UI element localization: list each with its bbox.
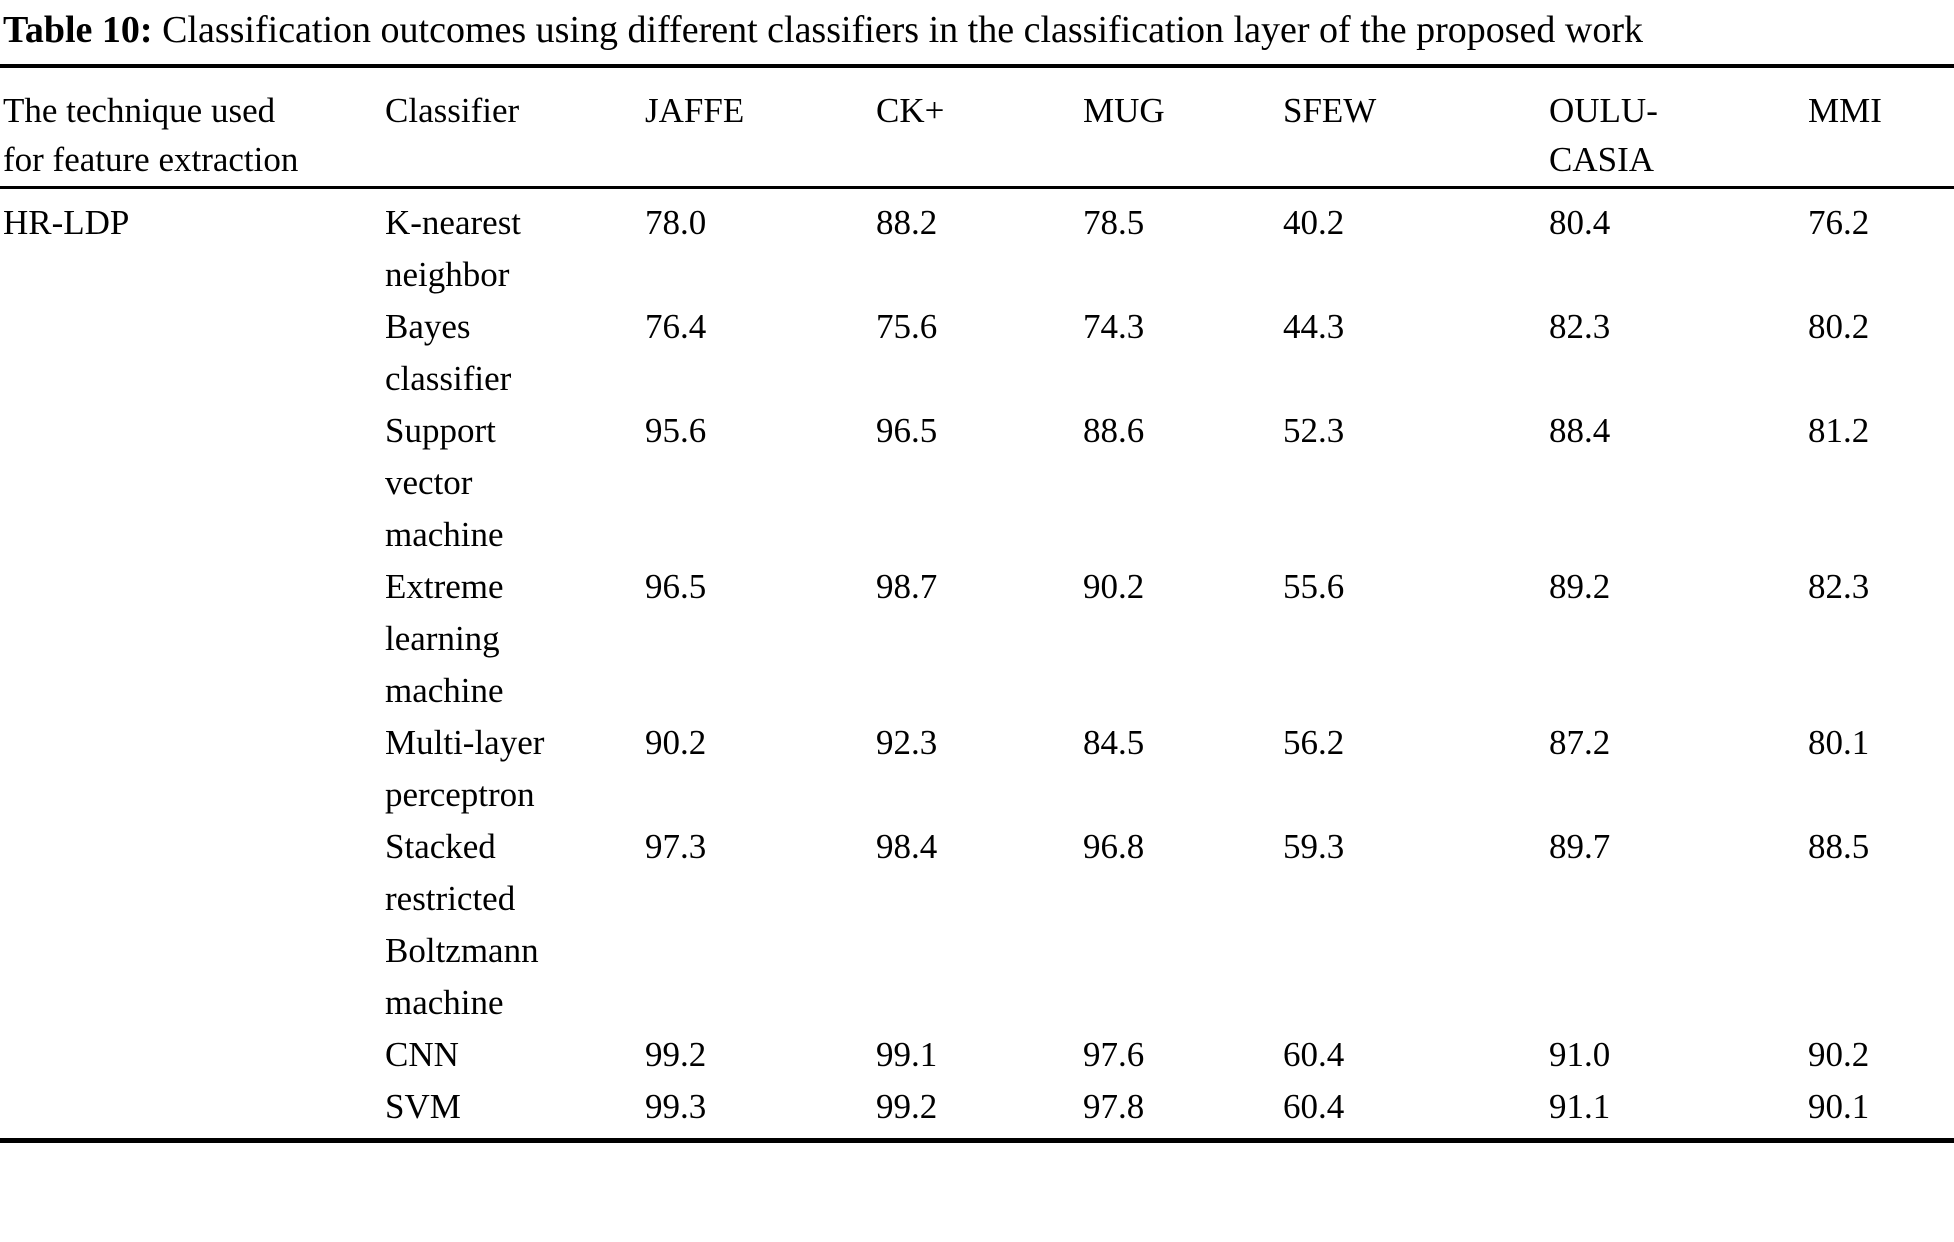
table-row [0, 821, 1954, 1029]
value-cell-mmi: 90.1 [1808, 1087, 1870, 1126]
value-cell-sfew: 56.2 [1283, 723, 1345, 762]
value-cell-mug: 90.2 [1083, 567, 1145, 606]
classifier-cell: SVM [385, 1087, 461, 1126]
table-header [0, 66, 1954, 188]
value-cell-sfew: 44.3 [1283, 307, 1345, 346]
value-cell-oulu-casia: 89.7 [1549, 827, 1611, 866]
classifier-cell: Stacked restricted Boltzmann machine [385, 827, 539, 1022]
value-cell-jaffe: 95.6 [645, 411, 707, 450]
value-cell-mug: 88.6 [1083, 411, 1145, 450]
value-cell-ck-plus: 99.1 [876, 1035, 938, 1074]
value-cell-oulu-casia: 87.2 [1549, 723, 1611, 762]
technique-cell [0, 717, 385, 821]
technique-cell [0, 821, 385, 1029]
value-cell-jaffe: 78.0 [645, 203, 707, 242]
value-cell-oulu-casia: 91.1 [1549, 1087, 1611, 1126]
value-cell-mug: 78.5 [1083, 203, 1145, 242]
technique-cell: HR-LDP [3, 203, 130, 242]
technique-cell [0, 1081, 385, 1141]
table-row [0, 717, 1954, 821]
value-cell-ck-plus: 98.4 [876, 827, 938, 866]
technique-cell [0, 301, 385, 405]
classifier-cell: Multi-layer perceptron [385, 723, 545, 814]
value-cell-mug: 84.5 [1083, 723, 1145, 762]
value-cell-mug: 96.8 [1083, 827, 1145, 866]
value-cell-jaffe: 99.2 [645, 1035, 707, 1074]
col-header-classifier: Classifier [385, 66, 645, 188]
technique-cell [0, 1029, 385, 1081]
header-row [0, 66, 1954, 188]
value-cell-ck-plus: 75.6 [876, 307, 938, 346]
value-cell-mmi: 80.1 [1808, 723, 1870, 762]
value-cell-mmi: 90.2 [1808, 1035, 1870, 1074]
col-header-mmi: MMI [1808, 66, 1954, 188]
value-cell-oulu-casia: 82.3 [1549, 307, 1611, 346]
col-header-oulu-casia: OULU-CASIA [1549, 66, 1808, 188]
value-cell-ck-plus: 88.2 [876, 203, 938, 242]
classifier-cell: Support vector machine [385, 411, 504, 554]
table-caption-text: Classification outcomes using different classifiers in the classification layer of the proposed work [162, 9, 1643, 51]
value-cell-mmi: 81.2 [1808, 411, 1870, 450]
value-cell-jaffe: 99.3 [645, 1087, 707, 1126]
classifier-cell: CNN [385, 1035, 459, 1074]
value-cell-ck-plus: 96.5 [876, 411, 938, 450]
value-cell-mmi: 82.3 [1808, 567, 1870, 606]
value-cell-sfew: 52.3 [1283, 411, 1345, 450]
value-cell-mmi: 80.2 [1808, 307, 1870, 346]
classifier-cell: Bayes classifier [385, 307, 512, 398]
col-header-ck-plus: CK+ [876, 66, 1083, 188]
value-cell-ck-plus: 99.2 [876, 1087, 938, 1126]
classifier-cell: Extreme learning machine [385, 567, 504, 710]
value-cell-sfew: 40.2 [1283, 203, 1345, 242]
value-cell-mug: 97.6 [1083, 1035, 1145, 1074]
value-cell-oulu-casia: 89.2 [1549, 567, 1611, 606]
value-cell-jaffe: 97.3 [645, 827, 707, 866]
value-cell-mug: 74.3 [1083, 307, 1145, 346]
value-cell-oulu-casia: 88.4 [1549, 411, 1611, 450]
value-cell-sfew: 59.3 [1283, 827, 1345, 866]
value-cell-jaffe: 90.2 [645, 723, 707, 762]
value-cell-jaffe: 76.4 [645, 307, 707, 346]
value-cell-mmi: 88.5 [1808, 827, 1870, 866]
table-row [0, 1029, 1954, 1081]
col-header-technique: The technique used for feature extraction [0, 66, 385, 188]
value-cell-oulu-casia: 91.0 [1549, 1035, 1611, 1074]
table-row [0, 1081, 1954, 1141]
value-cell-sfew: 60.4 [1283, 1087, 1345, 1126]
technique-cell [0, 405, 385, 561]
value-cell-jaffe: 96.5 [645, 567, 707, 606]
col-header-sfew: SFEW [1283, 66, 1549, 188]
value-cell-ck-plus: 92.3 [876, 723, 938, 762]
value-cell-oulu-casia: 80.4 [1549, 203, 1611, 242]
table-row [0, 301, 1954, 405]
table-row [0, 405, 1954, 561]
value-cell-mug: 97.8 [1083, 1087, 1145, 1126]
col-header-jaffe: JAFFE [645, 66, 876, 188]
results-table [0, 64, 1954, 1143]
paper-table-page [0, 4, 1954, 1143]
value-cell-ck-plus: 98.7 [876, 567, 938, 606]
table-caption [0, 4, 1954, 57]
table-row [0, 561, 1954, 717]
table-row [0, 188, 1954, 302]
table-body [0, 188, 1954, 1141]
value-cell-sfew: 60.4 [1283, 1035, 1345, 1074]
technique-cell [0, 561, 385, 717]
value-cell-mmi: 76.2 [1808, 203, 1870, 242]
table-caption-label: Table 10: [3, 9, 153, 51]
col-header-mug: MUG [1083, 66, 1283, 188]
classifier-cell: K-nearest neighbor [385, 203, 522, 294]
value-cell-sfew: 55.6 [1283, 567, 1345, 606]
